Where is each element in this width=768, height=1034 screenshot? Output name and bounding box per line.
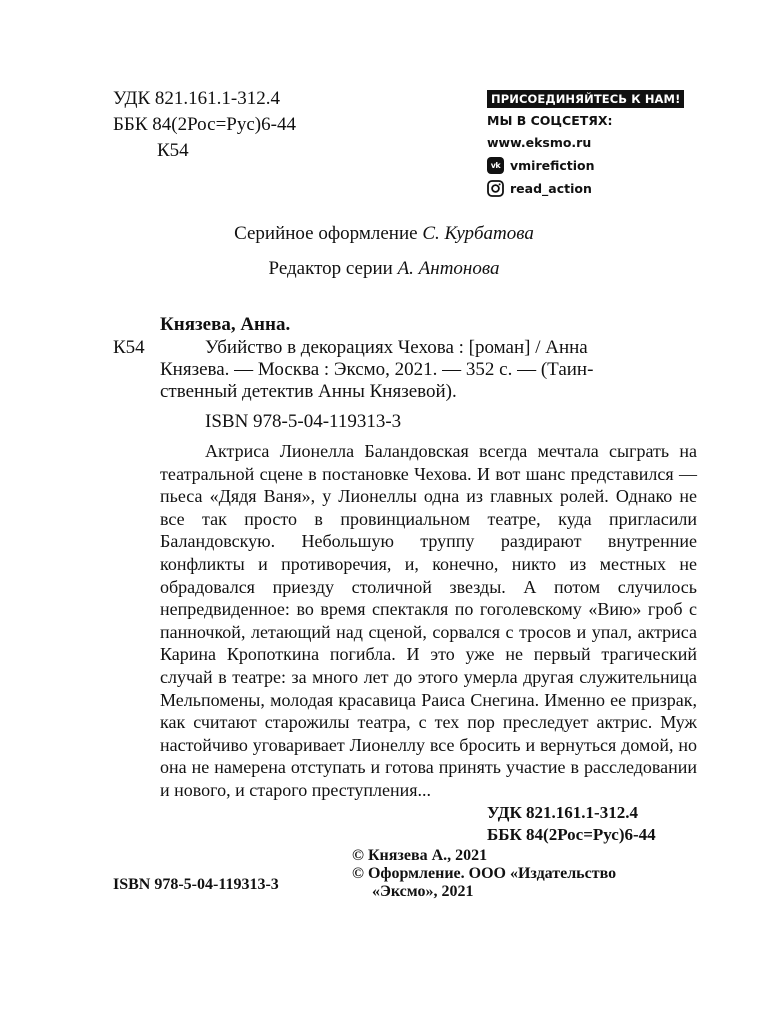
- design-prefix: Серийное оформление: [234, 223, 418, 244]
- instagram-handle[interactable]: read_action: [510, 180, 592, 196]
- series-design-credit: [0, 223, 768, 245]
- instagram-row[interactable]: [487, 177, 702, 200]
- classification-codes: [113, 86, 296, 164]
- author-mark: К54: [157, 140, 189, 161]
- catalog-line-2: Князева. — Москва : Эксмо, 2021. — 352 с. — (Таин-: [160, 359, 594, 380]
- networks-label: МЫ В СОЦСЕТЯХ:: [487, 113, 613, 128]
- copyright-design-2: «Эксмо», 2021: [372, 883, 474, 900]
- social-block: [487, 90, 702, 200]
- copyright-design-1: © Оформление. ООО «Издательство: [352, 865, 617, 882]
- catalog-description: [160, 337, 697, 403]
- catalog-line-3: ственный детектив Анны Князевой).: [160, 381, 457, 402]
- vk-handle[interactable]: vmirefiction: [510, 157, 595, 173]
- vk-row[interactable]: [487, 154, 702, 177]
- catalog-author-mark: К54: [113, 337, 145, 358]
- join-banner: ПРИСОЕДИНЯЙТЕСЬ К НАМ!: [487, 90, 684, 108]
- footer-bbk: ББК 84(2Рос=Рус)6-44: [487, 825, 656, 844]
- site-link[interactable]: www.eksmo.ru: [487, 135, 592, 150]
- editor-name: А. Антонова: [397, 258, 500, 279]
- footer-udk: УДК 821.161.1-312.4: [487, 803, 638, 822]
- catalog-author: Князева, Анна.: [160, 314, 291, 335]
- copyright-isbn: ISBN 978-5-04-119313-3: [113, 876, 279, 893]
- instagram-icon: [487, 180, 504, 197]
- series-editor-credit: [0, 258, 768, 280]
- udk-code: УДК 821.161.1-312.4: [113, 88, 280, 109]
- annotation: Актриса Лионелла Баландовская всегда мечтала сыграть на театральной сцене в постановке Чехова. И вот шанс представился — пьеса «Дядя Ваня», у Лионеллы одна из главных ролей. Однако не все так просто в провинциальном театре, куда пригласили Баландовскую. Небольшую труппу раздирают внутренние конфликты и противоречия, и, конечно, никто из местных не обрадовался приезду столичной звезды. А потом случилось непредвиденное: во время спектакля по гоголевскому «Вию» гроб с панночкой, летающий над сценой, сорвался с тросов и упал, актриса Карина Кропоткина погибла. И это уже не первый трагический случай в театре: за много лет до этого умерла другая служительница Мельпомены, молодая красавица Раиса Снегина. Именно ее призрак, как считают старожилы театра, с тех пор преследует актрис. Муж настойчиво уговаривает Лионеллу все бросить и вернуться домой, но она не намерена отступать и готова принять участие в расследовании и нового, и старого преступления...: [160, 441, 697, 800]
- copyright-author: © Князева А., 2021: [352, 847, 488, 864]
- design-name: С. Курбатова: [422, 223, 534, 244]
- catalog-isbn: ISBN 978-5-04-119313-3: [205, 411, 402, 432]
- catalog-line-1: Убийство в декорациях Чехова : [роман] / Анна: [205, 337, 588, 358]
- bbk-code: ББК 84(2Рос=Рус)6-44: [113, 114, 296, 135]
- vk-icon: vk: [487, 157, 504, 174]
- editor-prefix: Редактор серии: [268, 258, 393, 279]
